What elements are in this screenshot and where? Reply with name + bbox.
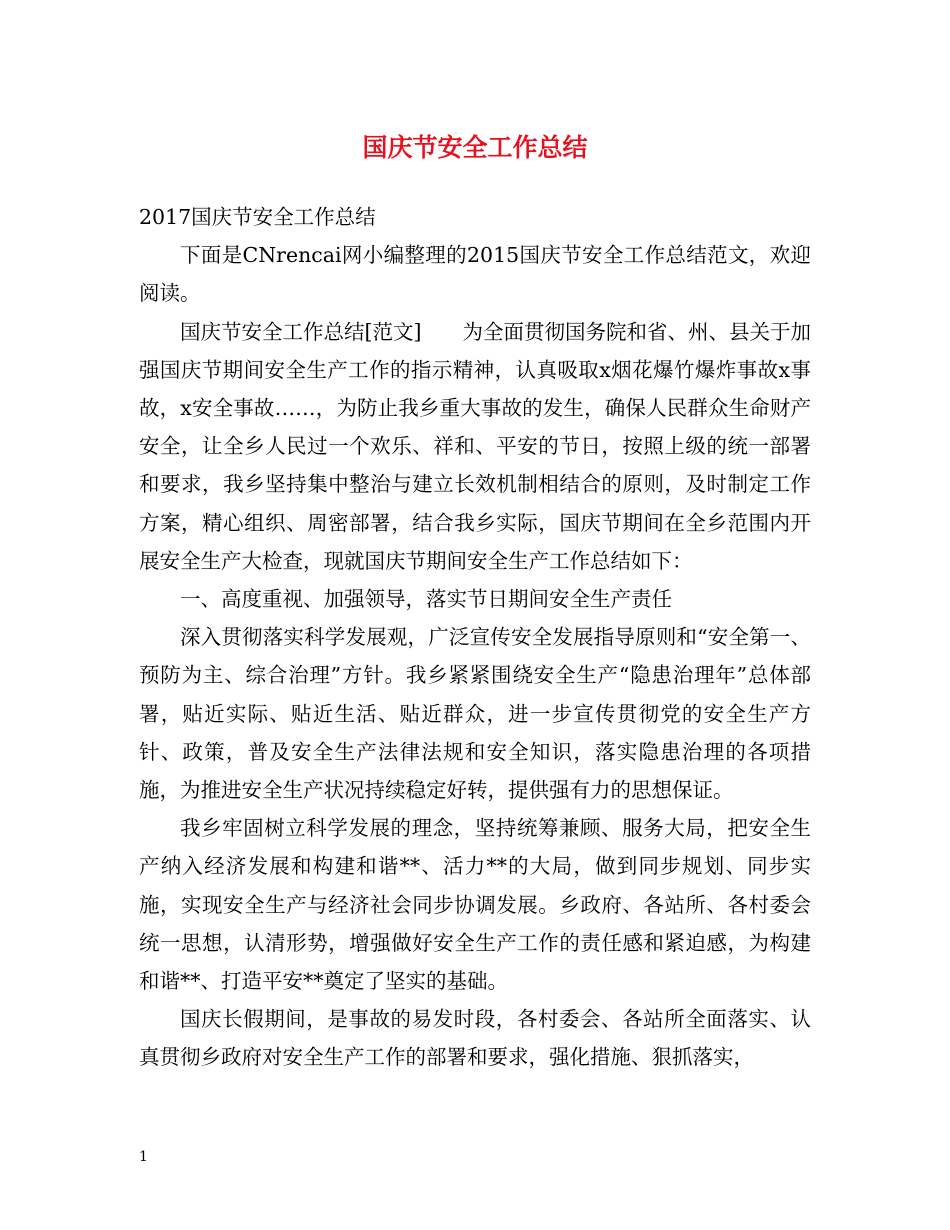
section-heading: 一、高度重视、加强领导，落实节日期间安全生产责任: [180, 587, 672, 612]
body-paragraph: 国庆长假期间，是事故的易发时段，各村委会、各站所全面落实、认真贯彻乡政府对安全生产工作的部署和要求，强化措施、狠抓落实，: [139, 1007, 811, 1070]
body-paragraph: 国庆节安全工作总结[范文] 为全面贯彻国务院和省、州、县关于加强国庆节期间安全生产工作的指示精神，认真吸取x烟花爆竹爆炸事故x事故，x安全事故……，为防止我乡重大事故的发生，确保人民群众生命财产安全，让全乡人民过一个欢乐、祥和、平安的节日，按照上级的统一部署和要求，我乡坚持集中整治与建立长效机制相结合的原则，及时制定工作方案，精心组织、周密部署，结合我乡实际，国庆节期间在全乡范围内开展安全生产大检查，现就国庆节期间安全生产工作总结如下：: [139, 319, 811, 573]
page-title: 国庆节安全工作总结: [362, 133, 588, 162]
body-paragraph: 深入贯彻落实科学发展观，广泛宣传安全发展指导原则和“安全第一、预防为主、综合治理”方针。我乡紧紧围绕安全生产“隐患治理年”总体部署，贴近实际、贴近生活、贴近群众，进一步宣传贯彻党的安全生产方针、政策，普及安全生产法律法规和安全知识，落实隐患治理的各项措施，为推进安全生产状况持续稳定好转，提供强有力的思想保证。: [139, 625, 811, 803]
document-body: [139, 198, 811, 1077]
subtitle-paragraph: 2017国庆节安全工作总结: [139, 205, 376, 229]
page-number: 1: [139, 1149, 148, 1165]
intro-paragraph: 下面是CNrencai网小编整理的2015国庆节安全工作总结范文，欢迎阅读。: [139, 243, 811, 306]
body-paragraph: 我乡牢固树立科学发展的理念，坚持统筹兼顾、服务大局，把安全生产纳入经济发展和构建和谐**、活力**的大局，做到同步规划、同步实施，实现安全生产与经济社会同步协调发展。乡政府、各站所、各村委会统一思想，认清形势，增强做好安全生产工作的责任感和紧迫感，为构建和谐**、打造平安**奠定了坚实的基础。: [139, 816, 811, 994]
